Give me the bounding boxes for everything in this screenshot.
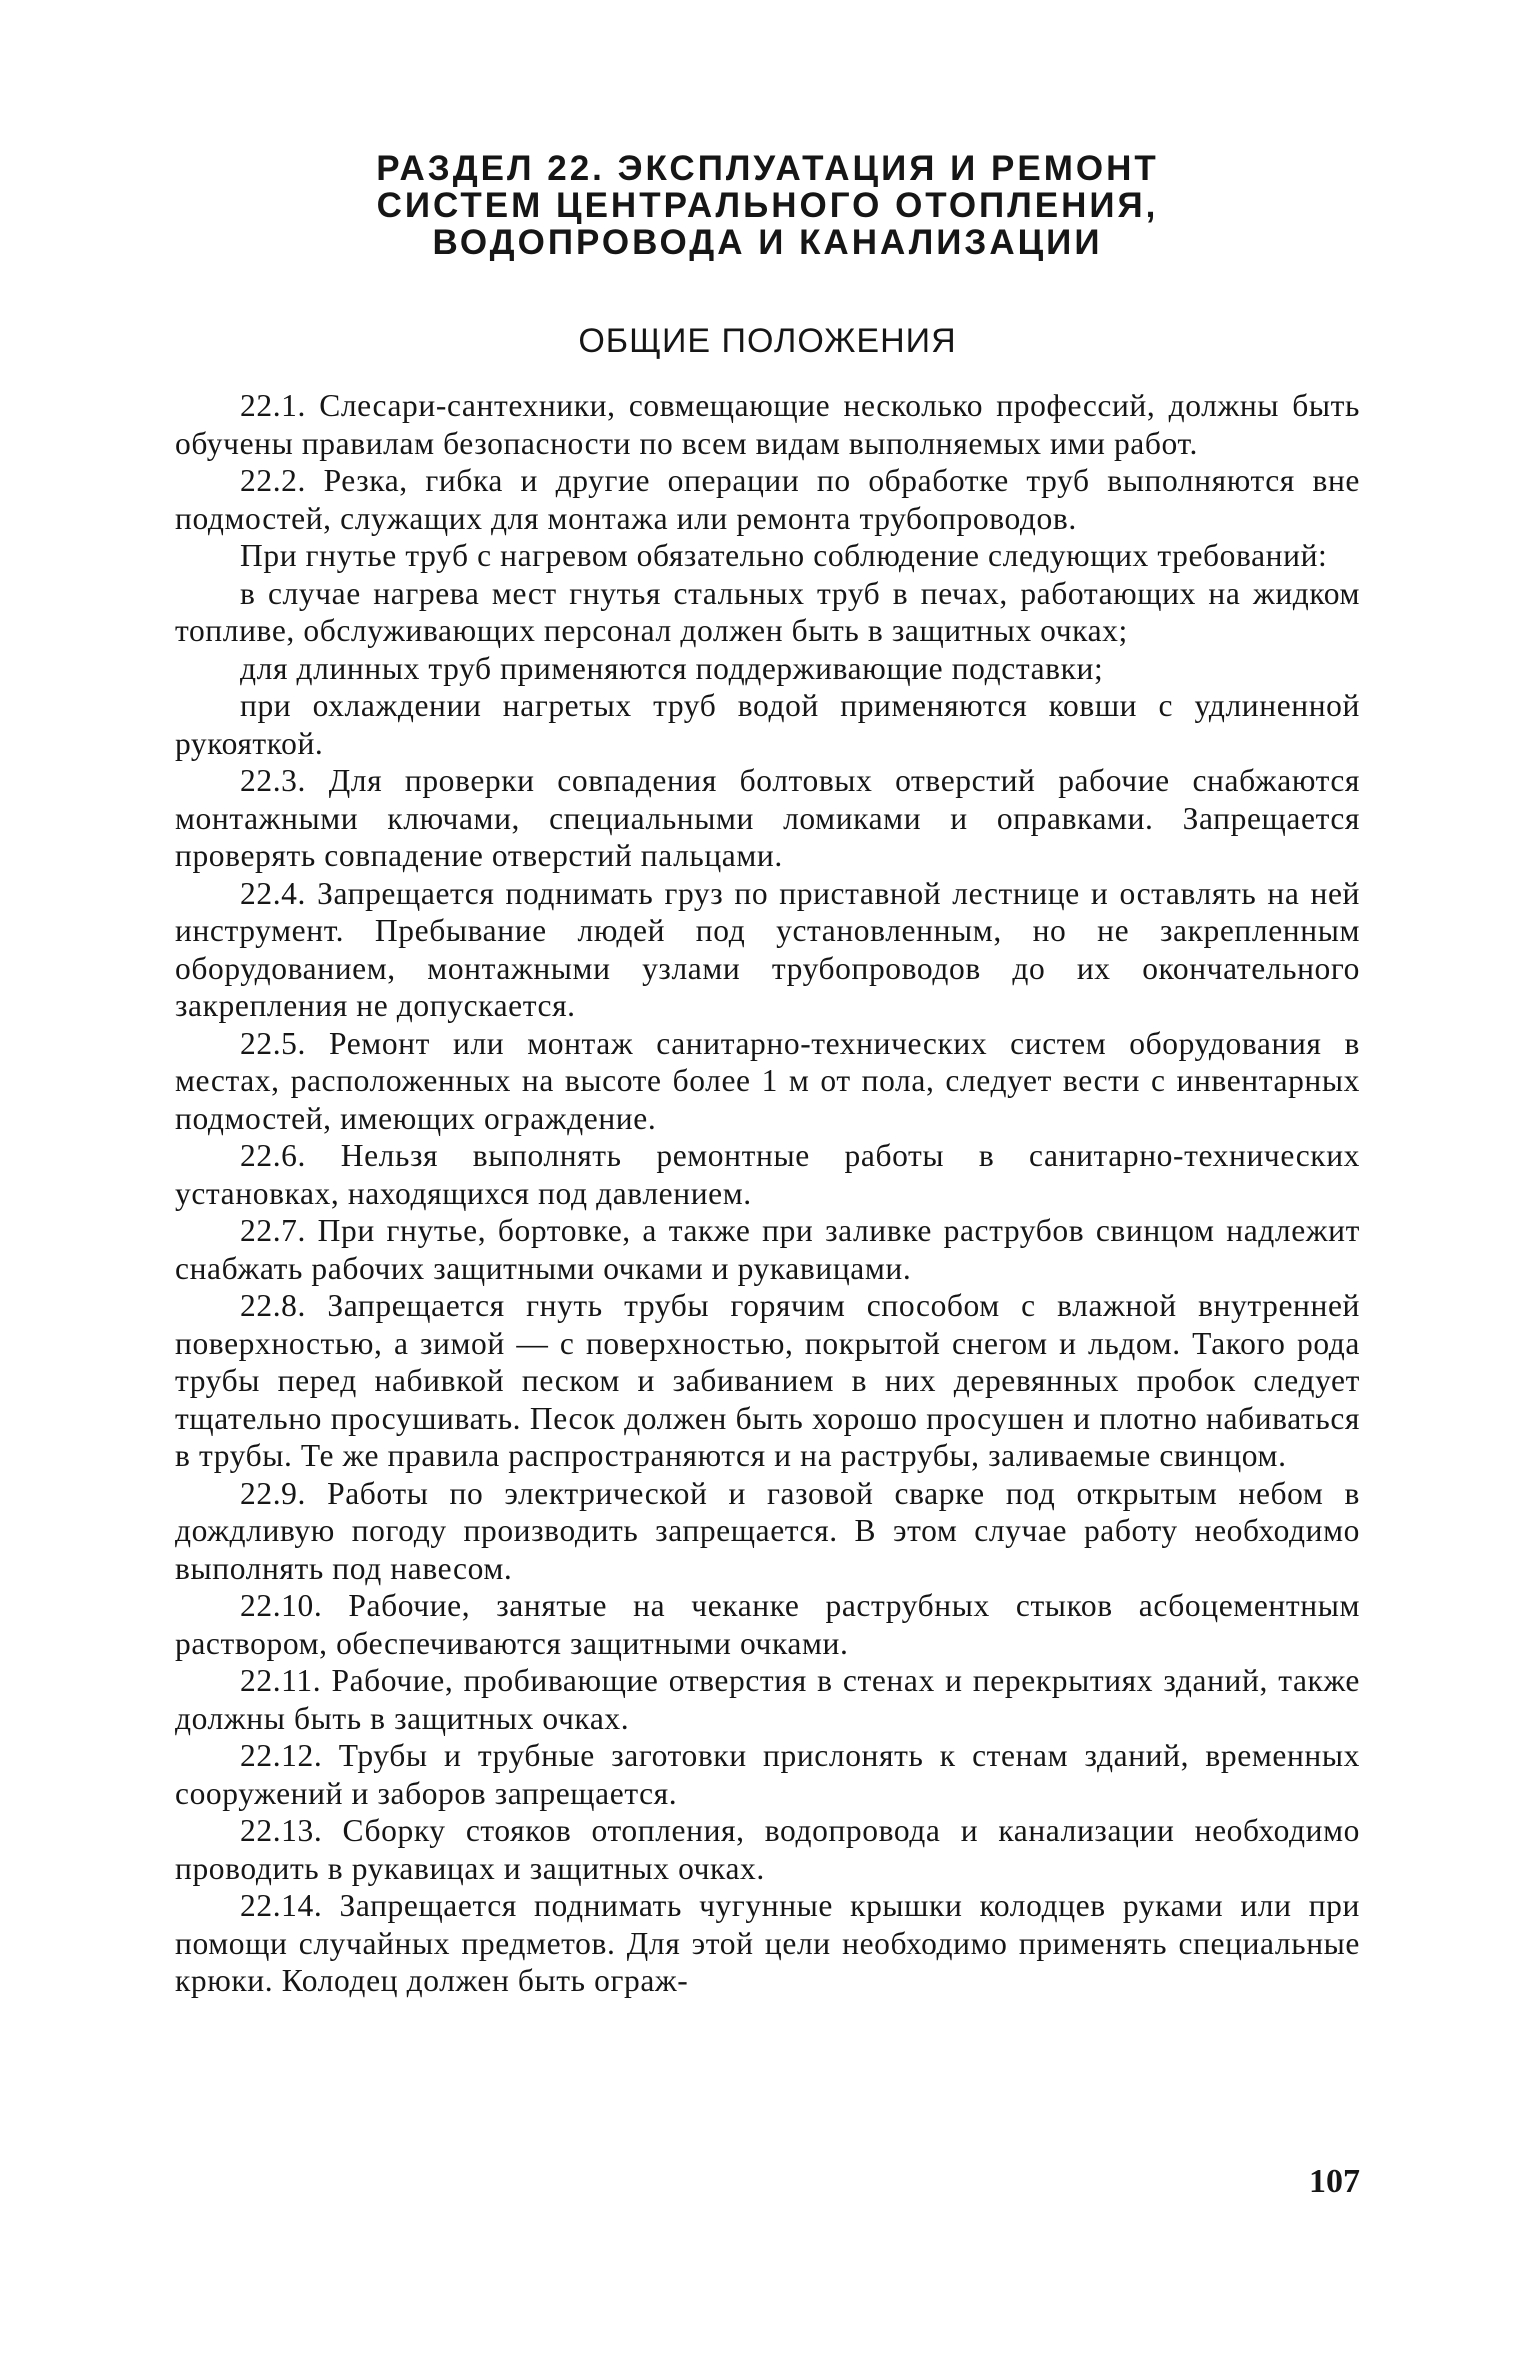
paragraph-22-14: 22.14. Запрещается поднимать чугунные крышки колодцев руками или при помощи случайных предметов. Для этой цели необходимо применять специальные крюки. Колодец должен быть ограж- [175, 1888, 1360, 1998]
paragraph-22-11: 22.11. Рабочие, пробивающие отверстия в стенах и перекрытиях зданий, также должны быть в защитных очках. [175, 1663, 1360, 1736]
paragraph-22-1: 22.1. Слесари-сантехники, совмещающие несколько профессий, должны быть обучены правилам безопасности по всем видам выполняемых ими работ. [175, 388, 1360, 461]
document-page [175, 150, 1360, 2340]
section-subheading: ОБЩИЕ ПОЛОЖЕНИЯ [578, 322, 957, 360]
paragraph-22-13: 22.13. Сборку стояков отопления, водопровода и канализации необходимо проводить в рукавицах и защитных очках. [175, 1813, 1360, 1886]
paragraph-22-9: 22.9. Работы по электрической и газовой сварке под открытым небом в дождливую погоду производить запрещается. В этом случае работу необходимо выполнять под навесом. [175, 1475, 1360, 1586]
paragraph-22-2: 22.2. Резка, гибка и другие операции по обработке труб выполняются вне подмостей, служащих для монтажа или ремонта трубопроводов. [175, 463, 1360, 536]
paragraph-22-3: 22.3. Для проверки совпадения болтовых отверстий рабочие снабжаются монтажными ключами, специальными ломиками и оправками. Запрещается проверять совпадение отверстий пальцами. [175, 763, 1360, 873]
paragraph-bending-requirements: При гнутье труб с нагревом обязательно соблюдение следующих требований: [240, 538, 1328, 573]
page-number: 107 [1309, 2163, 1360, 2200]
paragraph-22-5: 22.5. Ремонт или монтаж санитарно-технических систем оборудования в местах, расположенных на высоте более 1 м от пола, следует вести с инвентарных подмостей, имеющих ограждение. [175, 1025, 1360, 1136]
paragraph-requirement-heating: в случае нагрева мест гнутья стальных труб в печах, работающих на жидком топливе, обслуживающих персонал должен быть в защитных очках; [175, 575, 1360, 648]
paragraph-requirement-cooling: при охлаждении нагретых труб водой применяются ковши с удлиненной рукояткой. [175, 688, 1360, 761]
section-heading-line: РАЗДЕЛ 22. ЭКСПЛУАТАЦИЯ И РЕМОНТ [376, 149, 1159, 188]
paragraph-22-6: 22.6. Нельзя выполнять ремонтные работы в санитарно-технических установках, находящихся под давлением. [175, 1138, 1360, 1211]
paragraph-22-10: 22.10. Рабочие, занятые на чеканке раструбных стыков асбоцементным раствором, обеспечиваются защитными очками. [175, 1588, 1360, 1661]
section-heading-line: ВОДОПРОВОДА И КАНАЛИЗАЦИИ [432, 223, 1103, 262]
body-text [175, 387, 1360, 2000]
section-heading-line: СИСТЕМ ЦЕНТРАЛЬНОГО ОТОПЛЕНИЯ, [376, 186, 1159, 225]
paragraph-22-4: 22.4. Запрещается поднимать груз по приставной лестнице и оставлять на ней инструмент. Пребывание людей под установленным, но не закрепленным оборудованием, монтажными узлами трубопроводов до их окончательного закрепления не допускается. [175, 875, 1360, 1023]
paragraph-22-12: 22.12. Трубы и трубные заготовки прислонять к стенам зданий, временных сооружений и заборов запрещается. [175, 1738, 1360, 1811]
paragraph-requirement-supports: для длинных труб применяются поддерживающие подставки; [240, 650, 1104, 686]
paragraph-22-8: 22.8. Запрещается гнуть трубы горячим способом с влажной внутренней поверхностью, а зимой — с поверхностью, покрытой снегом и льдом. Такого рода трубы перед набивкой песком и забиванием в них деревянных пробок следует тщательно просушивать. Песок должен быть хорошо просушен и плотно набиваться в трубы. Те же правила распространяются и на раструбы, заливаемые свинцом. [175, 1288, 1360, 1473]
paragraph-22-7: 22.7. При гнутье, бортовке, а также при заливке раструбов свинцом надлежит снабжать рабочих защитными очками и рукавицами. [175, 1213, 1360, 1286]
section-heading [175, 150, 1360, 261]
